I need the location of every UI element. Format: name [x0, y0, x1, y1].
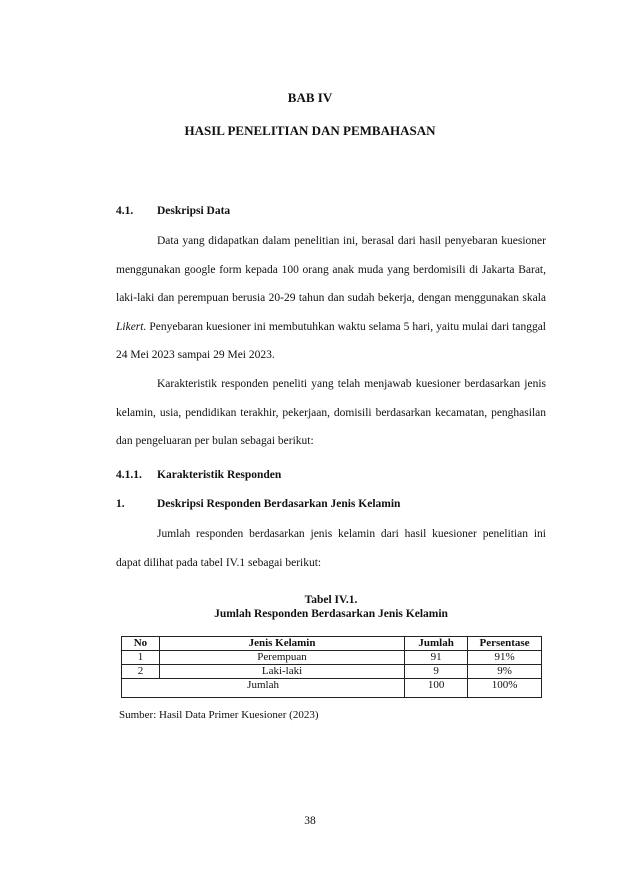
header-count: Jumlah [405, 637, 468, 651]
subsection-number: 4.1.1. [116, 469, 142, 481]
table-caption-number: Tabel IV.1. [304, 594, 358, 606]
section-title: Deskripsi Data [157, 205, 231, 217]
paragraph-text-end: Penyebaran kuesioner ini membutuhkan waktu selama 5 hari, yaitu mulai dari tanggal 24 Mei 2023 sampai 29 Mei 2023. [116, 320, 546, 361]
cell-count: 91 [405, 651, 468, 665]
paragraph-text: Karakteristik responden peneliti yang telah menjawab kuesioner berdasarkan jenis kelamin, usia, pendidikan terakhir, pekerjaan, domisili berdasarkan kecamatan, penghasilan dan pengeluaran per bulan sebagai berikut: [116, 378, 546, 447]
item-title: Deskripsi Responden Berdasarkan Jenis Kelamin [157, 498, 401, 510]
total-count: 100 [405, 679, 468, 698]
chapter-number: BAB IV [287, 90, 333, 105]
cell-no: 2 [122, 665, 160, 679]
subsection-title: Karakteristik Responden [157, 469, 282, 481]
table-row [122, 651, 542, 665]
paragraph-text: Jumlah responden berdasarkan jenis kelamin dari hasil kuesioner penelitian ini dapat dilihat pada tabel IV.1 sebagai berikut: [116, 528, 546, 569]
header-percentage: Persentase [468, 637, 542, 651]
cell-gender: Laki-laki [159, 665, 404, 679]
cell-count: 9 [405, 665, 468, 679]
likert-term: Likert. [116, 320, 147, 333]
cell-no: 1 [122, 651, 160, 665]
header-no: No [122, 637, 160, 651]
table-caption [116, 593, 546, 621]
cell-gender: Perempuan [159, 651, 404, 665]
paragraph-table-intro [116, 520, 546, 577]
gender-table [121, 636, 542, 698]
paragraph-data-description [116, 227, 546, 370]
paragraph-text: Data yang didapatkan dalam penelitian ini, berasal dari hasil penyebaran kuesioner menggunakan google form kepada 100 orang anak muda yang berdomisili di Jakarta Barat, laki-laki dan perempuan berusia 20-29 tahun dan sudah bekerja, dengan menggunakan skala [116, 235, 546, 304]
cell-percentage: 9% [468, 665, 542, 679]
table-header-row [122, 637, 542, 651]
paragraph-characteristics [116, 370, 546, 456]
section-number: 4.1. [116, 205, 134, 217]
header-gender: Jenis Kelamin [159, 637, 404, 651]
table-caption-title: Jumlah Responden Berdasarkan Jenis Kelamin [214, 608, 448, 620]
table-row [122, 665, 542, 679]
table-total-row [122, 679, 542, 698]
total-label: Jumlah [122, 679, 405, 698]
page-number: 38 [304, 815, 316, 827]
total-percentage: 100% [468, 679, 542, 698]
item-number: 1. [116, 498, 125, 510]
table-source: Sumber: Hasil Data Primer Kuesioner (2023) [119, 709, 319, 721]
cell-percentage: 91% [468, 651, 542, 665]
chapter-title: HASIL PENELITIAN DAN PEMBAHASAN [184, 123, 436, 138]
